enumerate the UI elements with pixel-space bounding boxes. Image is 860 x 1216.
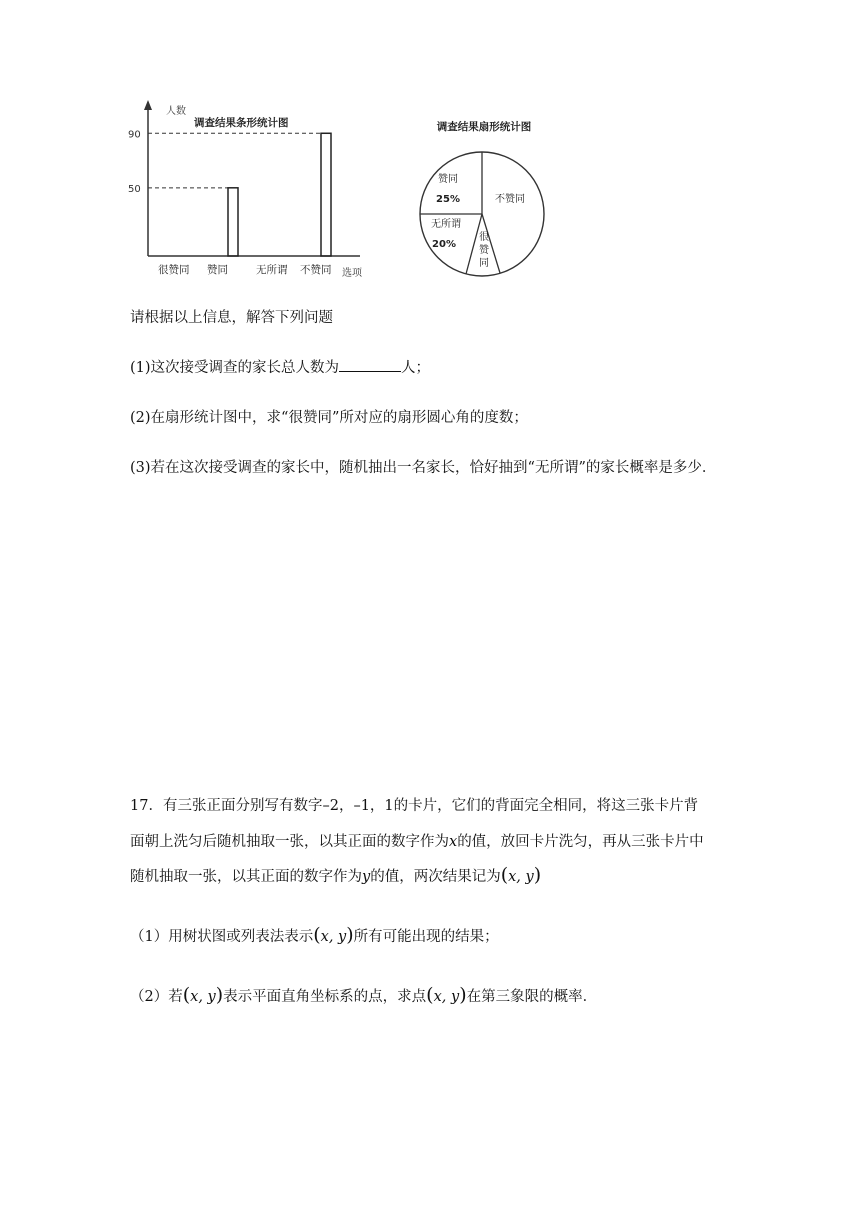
s2-text: （2）若 — [130, 989, 183, 1005]
x-tick-label: 不赞同 — [300, 264, 332, 276]
p17-text: 17．有三张正面分别写有数字 — [130, 798, 323, 814]
y-tick-label: 50 — [128, 183, 141, 195]
problem-17-line-1 — [130, 794, 698, 815]
s1-text: 所有可能出现的结果； — [353, 929, 499, 945]
question-1 — [130, 356, 430, 377]
bar-chart-title: 调查结果条形统计图 — [194, 117, 289, 129]
s2-text: 在第三象限的概率． — [466, 989, 598, 1005]
p17-text: 的值，两次结果记为 — [370, 869, 501, 885]
variable-y: y — [362, 869, 371, 885]
s1-text: （1）用树状图或列表法表示 — [130, 929, 314, 945]
comma: ， — [369, 798, 385, 814]
pie-chart-title: 调查结果扇形统计图 — [436, 121, 532, 133]
question-1-text: (1)这次接受调查的家长总人数为 — [130, 360, 340, 376]
pie-label-henzantong-char: 赞 — [479, 245, 489, 256]
pie-label-henzantong — [479, 231, 490, 269]
variable-x: x — [449, 834, 458, 850]
x-tick-label: 很赞同 — [158, 264, 190, 276]
problem-17-line-2 — [130, 830, 704, 851]
question-3: (3)若在这次接受调查的家长中，随机抽出一名家长，恰好抽到“无所谓”的家长概率是多少． — [130, 460, 717, 476]
pie-label-zantong: 赞同 — [438, 174, 458, 185]
pie-percent-wusuowei: 20% — [432, 239, 456, 250]
pie-label-wusuowei: 无所谓 — [431, 219, 461, 230]
pie-percent-zantong: 25% — [436, 194, 460, 205]
p17-text: 面朝上洗匀后随机抽取一张，以其正面的数字作为 — [130, 834, 449, 850]
question-2: (2)在扇形统计图中，求“很赞同”所对应的扇形圆心角的度数； — [130, 410, 528, 426]
number-neg-1: –1 — [353, 798, 370, 814]
number-neg-2: –2 — [322, 798, 339, 814]
comma: ， — [338, 798, 354, 814]
bar — [228, 188, 238, 256]
pair-xy: x, y — [508, 869, 534, 885]
pair-xy: x, y — [433, 989, 460, 1005]
problem-17-line-3: 随机抽取一张，以其正面的数字作为y的值，两次结果记为(x, y) — [130, 864, 542, 886]
answer-blank — [339, 359, 401, 372]
bar-chart — [120, 96, 388, 286]
intro-text: 请根据以上信息，解答下列问题 — [130, 310, 333, 326]
pie-chart — [404, 108, 564, 278]
y-axis-arrow — [144, 100, 152, 110]
p17-text: 的值，放回卡片洗匀，再从三张卡片中 — [457, 834, 704, 850]
x-tick-label: 赞同 — [207, 264, 228, 276]
x-axis-label: 选项 — [342, 268, 362, 279]
p17-text: 的卡片，它们的背面完全相同，将这三张卡片背 — [393, 798, 699, 814]
number-1: 1 — [384, 798, 394, 814]
y-axis-label: 人数 — [166, 106, 186, 117]
p17-text: 随机抽取一张，以其正面的数字作为 — [130, 869, 362, 885]
pie-label-henzantong-char: 同 — [479, 258, 489, 269]
y-tick-label: 90 — [128, 129, 141, 141]
subquestion-1: （1）用树状图或列表法表示(x, y)所有可能出现的结果； — [130, 924, 499, 946]
pair-xy: x, y — [320, 929, 347, 945]
x-tick-label: 无所谓 — [256, 264, 288, 276]
s2-text: 表示平面直角坐标系的点，求点 — [223, 989, 427, 1005]
question-1-unit: 人； — [401, 360, 431, 376]
bar-chart-figure — [120, 96, 388, 286]
subquestion-2: （2）若(x, y)表示平面直角坐标系的点，求点(x, y)在第三象限的概率． — [130, 984, 598, 1006]
pair-xy: x, y — [190, 989, 216, 1005]
pie-label-buzantong: 不赞同 — [495, 194, 525, 205]
pie-chart-figure — [404, 108, 564, 278]
pie-label-henzantong-char: 很 — [479, 232, 489, 243]
bar — [321, 133, 331, 256]
